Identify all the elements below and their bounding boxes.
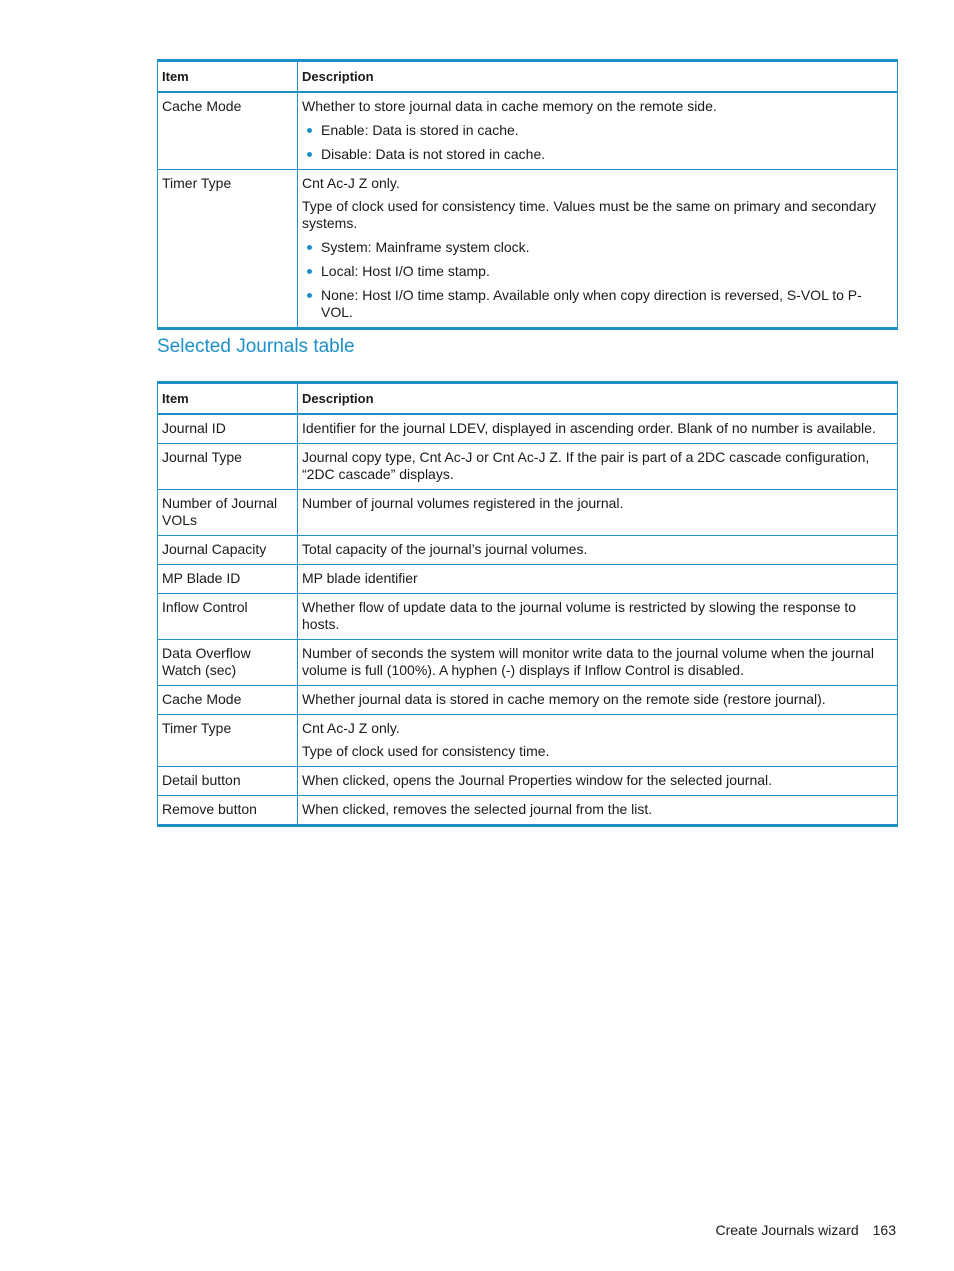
section-heading: Selected Journals table (157, 336, 355, 357)
row-description-cell (298, 536, 898, 565)
row-description-cell (298, 767, 898, 796)
column-header-item: Item (158, 61, 298, 93)
description-paragraph: Whether to store journal data in cache memory on the remote side. (302, 98, 717, 114)
description-paragraph: Type of clock used for consistency time. (302, 743, 550, 759)
row-description-cell (298, 640, 898, 686)
description-paragraph: Cnt Ac-J Z only. (302, 175, 400, 191)
table-row (158, 686, 898, 715)
table-row (158, 715, 898, 767)
row-description-cell (298, 715, 898, 767)
row-description-cell (298, 594, 898, 640)
row-item-cell: Timer Type (158, 170, 298, 329)
table-header-row (158, 383, 898, 415)
description-paragraph: Journal copy type, Cnt Ac-J or Cnt Ac-J Z. If the pair is part of a 2DC cascade configuration, “2DC cascade” displays. (302, 449, 870, 482)
description-paragraph: Type of clock used for consistency time. Values must be the same on primary and secondary systems. (302, 198, 877, 231)
bullet-item: None: Host I/O time stamp. Available only when copy direction is reversed, S-VOL to P-VOL. (302, 287, 893, 321)
bullet-item: Enable: Data is stored in cache. (302, 122, 893, 139)
row-description-cell (298, 414, 898, 444)
row-description-cell (298, 92, 898, 170)
table-row (158, 414, 898, 444)
description-paragraph: Whether journal data is stored in cache memory on the remote side (restore journal). (302, 691, 826, 707)
bullet-item: System: Mainframe system clock. (302, 239, 893, 256)
column-header-item: Item (158, 383, 298, 415)
bullet-item: Disable: Data is not stored in cache. (302, 146, 893, 163)
table-row (158, 767, 898, 796)
footer-section-title: Create Journals wizard (715, 1222, 859, 1238)
description-paragraph: Total capacity of the journal’s journal volumes. (302, 541, 588, 557)
description-paragraph: When clicked, opens the Journal Properties window for the selected journal. (302, 772, 773, 788)
row-item-cell: Data Overflow Watch (sec) (158, 640, 298, 686)
row-item-cell: Journal ID (158, 414, 298, 444)
column-header-description: Description (298, 383, 898, 415)
table-body (158, 92, 898, 329)
description-paragraph: Whether flow of update data to the journal volume is restricted by slowing the response to hosts. (302, 599, 857, 632)
row-description-cell (298, 490, 898, 536)
description-paragraph: Identifier for the journal LDEV, displayed in ascending order. Blank of no number is available. (302, 420, 876, 436)
row-item-cell: Detail button (158, 767, 298, 796)
table-row (158, 565, 898, 594)
table-row (158, 796, 898, 826)
row-description-cell (298, 170, 898, 329)
column-header-description: Description (298, 61, 898, 93)
row-item-cell: Timer Type (158, 715, 298, 767)
table-row (158, 536, 898, 565)
row-description-cell (298, 796, 898, 826)
bullet-list (302, 239, 893, 321)
table-row (158, 170, 898, 329)
table-row (158, 490, 898, 536)
description-paragraph: Cnt Ac-J Z only. (302, 720, 400, 736)
row-item-cell: Inflow Control (158, 594, 298, 640)
row-item-cell: Cache Mode (158, 92, 298, 170)
item-description-table-1 (157, 59, 898, 330)
bullet-list (302, 122, 893, 163)
table-body (158, 414, 898, 826)
table-row (158, 594, 898, 640)
row-description-cell (298, 686, 898, 715)
page-number: 163 (872, 1222, 896, 1238)
row-item-cell: Journal Capacity (158, 536, 298, 565)
description-paragraph: When clicked, removes the selected journal from the list. (302, 801, 653, 817)
row-item-cell: Number of Journal VOLs (158, 490, 298, 536)
description-paragraph: Number of seconds the system will monitor write data to the journal volume when the journal volume is full (100%). A hyphen (-) displays if Inflow Control is disabled. (302, 645, 874, 678)
row-description-cell (298, 565, 898, 594)
row-description-cell (298, 444, 898, 490)
row-item-cell: MP Blade ID (158, 565, 298, 594)
row-item-cell: Remove button (158, 796, 298, 826)
row-item-cell: Journal Type (158, 444, 298, 490)
selected-journals-table (157, 381, 898, 827)
table-row (158, 640, 898, 686)
description-paragraph: MP blade identifier (302, 570, 418, 586)
row-item-cell: Cache Mode (158, 686, 298, 715)
table-row (158, 444, 898, 490)
bullet-item: Local: Host I/O time stamp. (302, 263, 893, 280)
description-paragraph: Number of journal volumes registered in the journal. (302, 495, 624, 511)
table-header-row (158, 61, 898, 93)
table-row (158, 92, 898, 170)
page-footer (715, 1222, 896, 1238)
